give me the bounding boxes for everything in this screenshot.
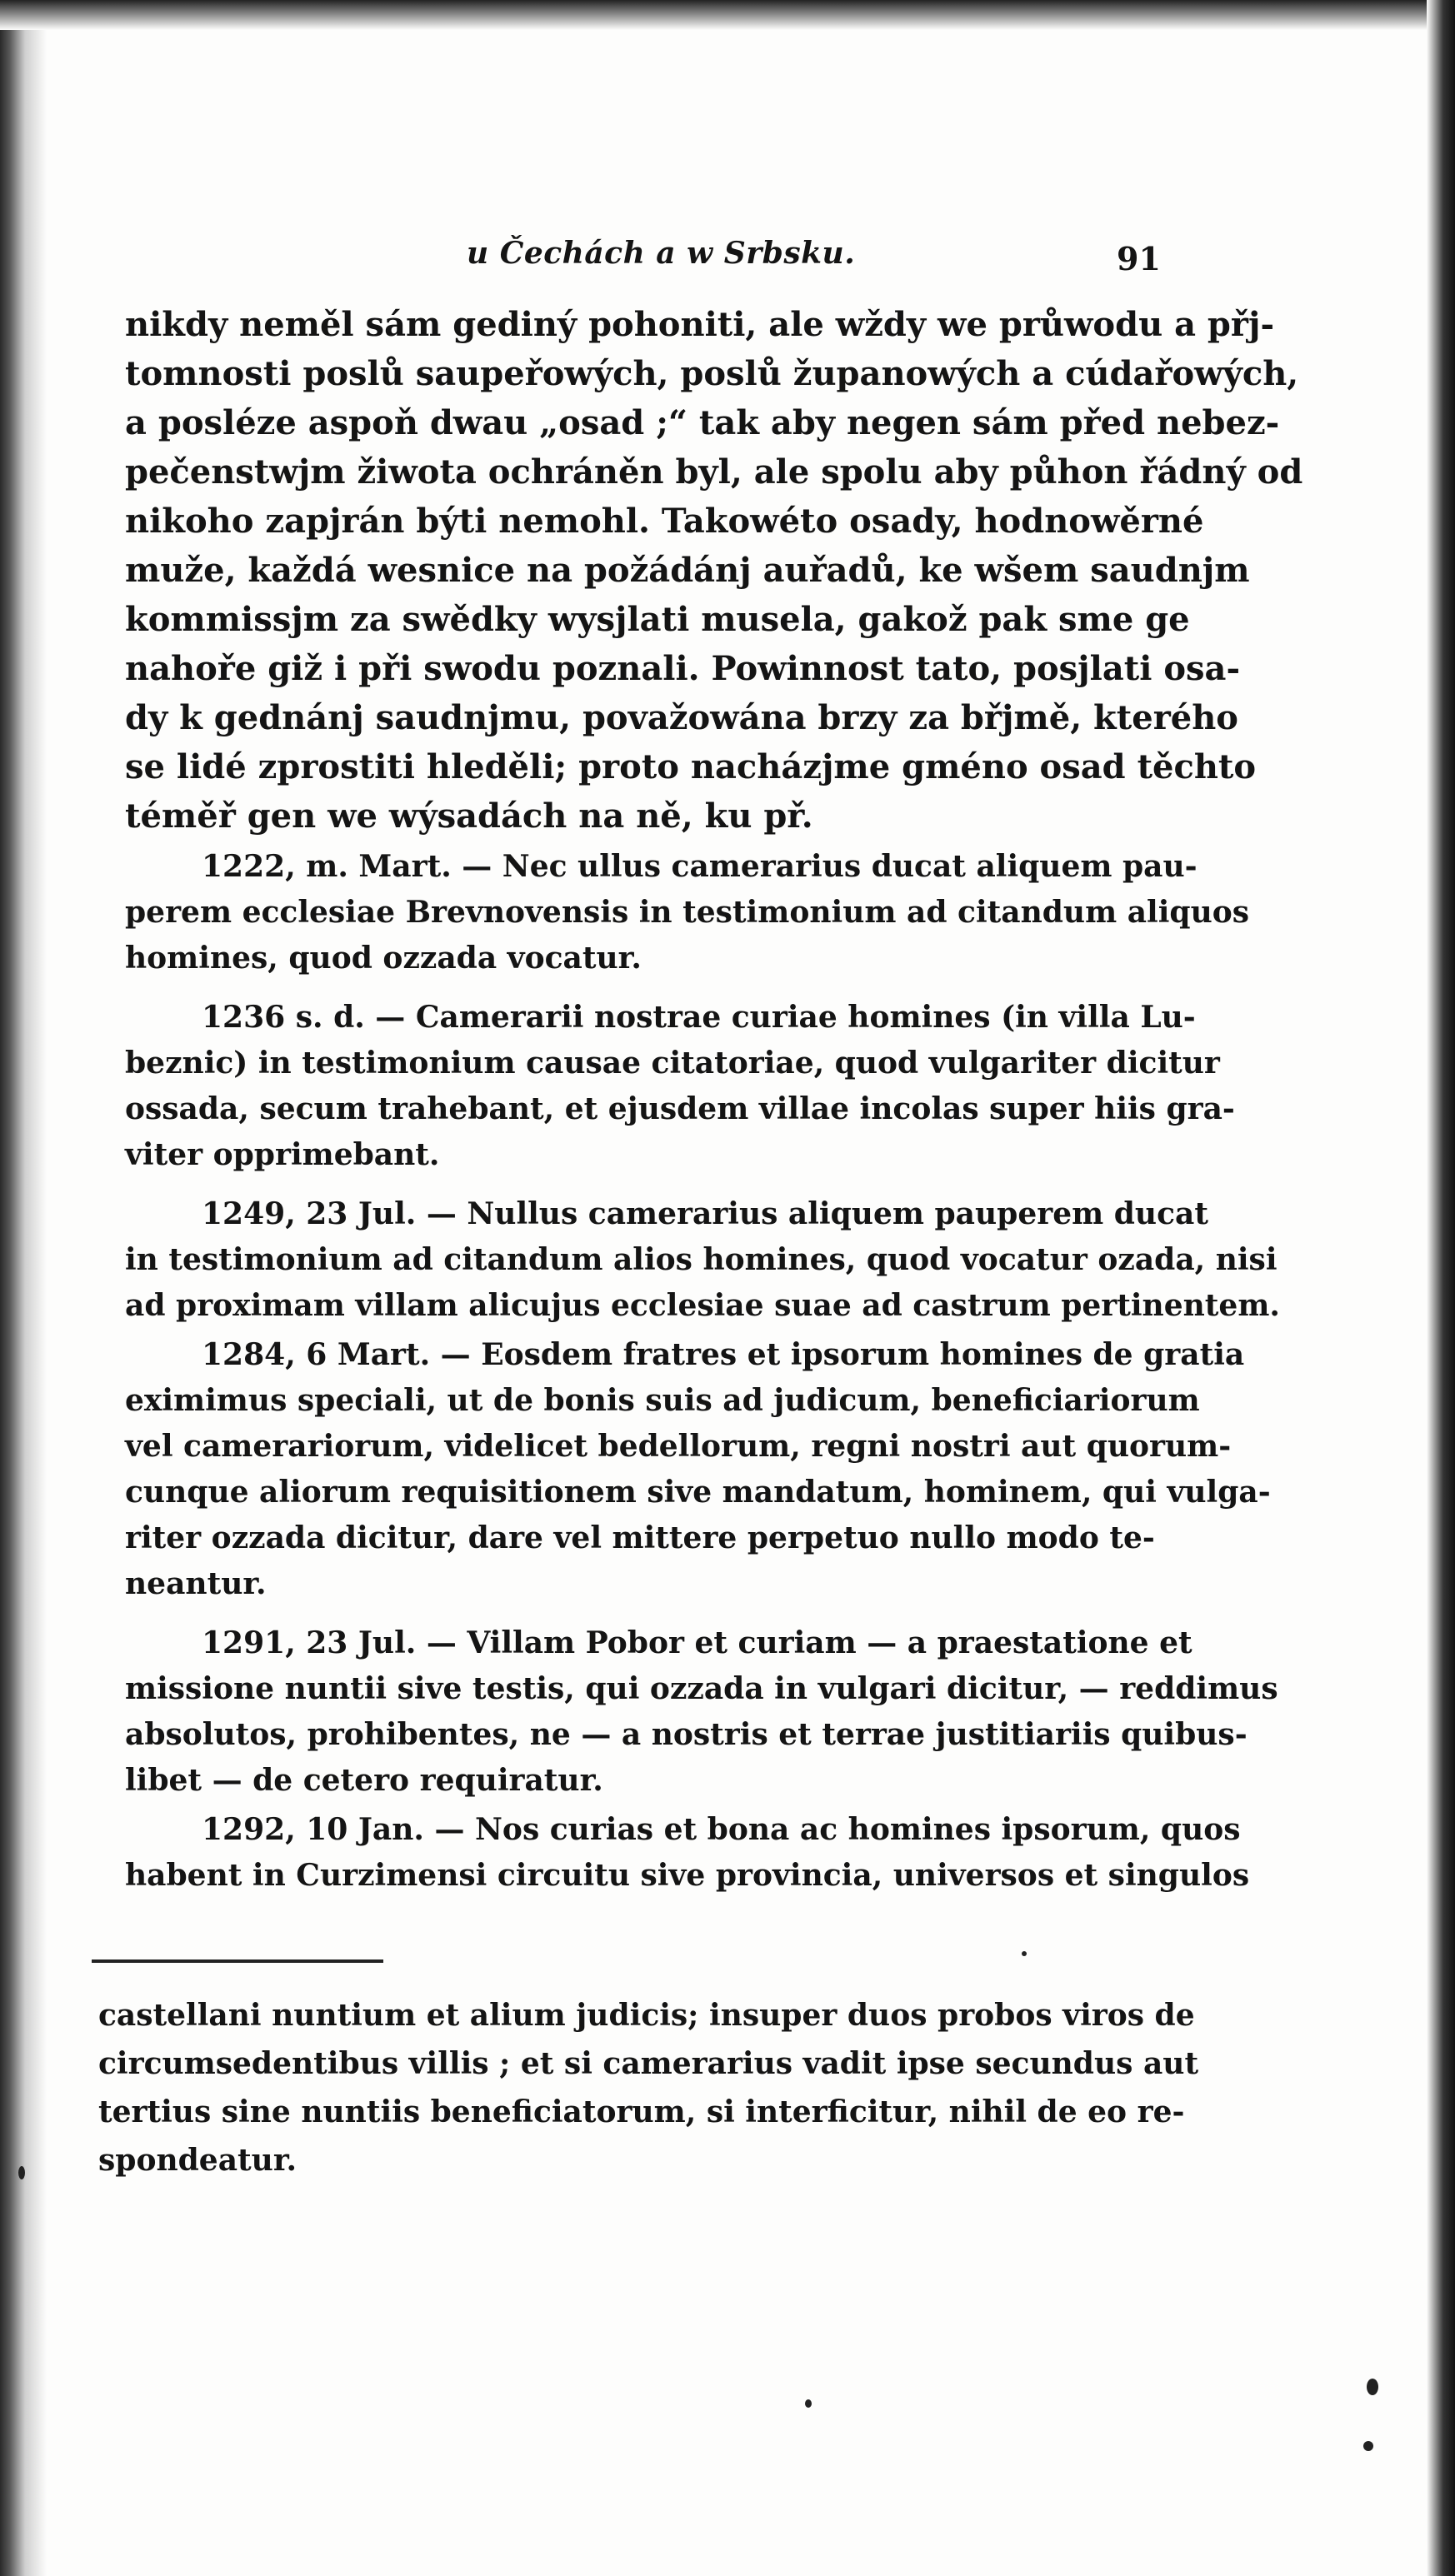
citation-1284 bbox=[125, 1332, 1271, 1607]
citation-1236 bbox=[125, 995, 1235, 1178]
citation-line: missione nuntii sive testis, qui ozzada in vulgari dicitur, — reddimus bbox=[125, 1671, 1278, 1706]
citation-line: 1284, 6 Mart. — Eosdem fratres et ipsorum homines de gratia bbox=[202, 1337, 1245, 1372]
scan-speck bbox=[1022, 1951, 1027, 1956]
text-line: dy k gednánj saudnjmu, považowána brzy za břjmě, kterého bbox=[125, 698, 1238, 737]
citation-line: habent in Curzimensi circuitu sive provincia, universos et singulos bbox=[125, 1858, 1250, 1893]
scan-speck bbox=[1363, 2441, 1373, 2451]
text-line: pečenstwjm žiwota ochráněn byl, ale spolu aby půhon řádný od bbox=[125, 452, 1303, 492]
text-line: a posléze aspoň dwau „osad ;“ tak aby negen sám před nebez- bbox=[125, 403, 1280, 442]
scan-speck bbox=[18, 2166, 25, 2179]
text-line: se lidé zprostiti hleděli; proto nacházjme gméno osad těchto bbox=[125, 747, 1257, 786]
citation-line: ad proximam villam alicujus ecclesiae suae ad castrum pertinentem. bbox=[125, 1288, 1280, 1323]
citation-1249 bbox=[125, 1191, 1280, 1329]
citation-line: 1222, m. Mart. — Nec ullus camerarius ducat aliquem pau- bbox=[202, 849, 1198, 884]
main-text bbox=[125, 300, 1303, 1899]
footnote-separator bbox=[92, 1959, 383, 1963]
scan-speck bbox=[1367, 2379, 1378, 2395]
footnote-line: circumsedentibus villis ; et si camerarius vadit ipse secundus aut bbox=[98, 2046, 1199, 2081]
citation-line: neantur. bbox=[125, 1566, 267, 1601]
citation-line: perem ecclesiae Brevnovensis in testimonium ad citandum aliquos bbox=[125, 895, 1250, 930]
citation-line: riter ozzada dicitur, dare vel mittere perpetuo nullo modo te- bbox=[125, 1520, 1155, 1555]
page-number: 91 bbox=[1117, 240, 1161, 277]
right-scan-edge bbox=[1427, 0, 1455, 2576]
citation-line: 1249, 23 Jul. — Nullus camerarius aliquem pauperem ducat bbox=[202, 1196, 1208, 1231]
citation-1292 bbox=[125, 1807, 1250, 1899]
citation-line: ossada, secum trahebant, et ejusdem villae incolas super hiis gra- bbox=[125, 1091, 1235, 1126]
running-title: u Čechách a w Srbsku. bbox=[467, 236, 856, 271]
text-line: kommissjm za swědky wysjlati musela, gakož pak sme ge bbox=[125, 600, 1190, 639]
citation-line: eximimus speciali, ut de bonis suis ad judicum, beneficiariorum bbox=[125, 1383, 1200, 1418]
citation-line: viter opprimebant. bbox=[125, 1137, 440, 1172]
text-line: nikdy neměl sám gediný pohoniti, ale wždy we průwodu a přj- bbox=[125, 305, 1275, 344]
citation-line: absolutos, prohibentes, ne — a nostris et terrae justitiariis quibus- bbox=[125, 1717, 1248, 1752]
citation-line: beznic) in testimonium causae citatoriae, quod vulgariter dicitur bbox=[125, 1046, 1220, 1081]
text-line: téměř gen we wýsadách na ně, ku př. bbox=[125, 796, 813, 836]
citation-line: in testimonium ad citandum alios homines, quod vocatur ozada, nisi bbox=[125, 1242, 1278, 1277]
text-line: nikoho zapjrán býti nemohl. Takowéto osady, hodnowěrné bbox=[125, 502, 1204, 541]
scan-speck bbox=[805, 2399, 812, 2408]
footnote-line: castellani nuntium et alium judicis; insuper duos probos viros de bbox=[98, 1998, 1195, 2033]
text-line: tomnosti poslů saupeřowých, poslů županowých a cúdařowých, bbox=[125, 354, 1299, 393]
citation-line: cunque aliorum requisitionem sive mandatum, hominem, qui vulga- bbox=[125, 1475, 1271, 1510]
citation-line: 1292, 10 Jan. — Nos curias et bona ac homines ipsorum, quos bbox=[202, 1812, 1241, 1847]
citation-line: libet — de cetero requiratur. bbox=[125, 1763, 603, 1798]
citation-line: 1236 s. d. — Camerarii nostrae curiae homines (in villa Lu- bbox=[202, 1000, 1196, 1035]
paragraph bbox=[125, 300, 1303, 841]
citation-1291 bbox=[125, 1620, 1278, 1804]
citation-line: homines, quod ozzada vocatur. bbox=[125, 941, 642, 976]
citation-line: vel camerariorum, videlicet bedellorum, regni nostri aut quorum- bbox=[125, 1429, 1232, 1464]
citation-line: 1291, 23 Jul. — Villam Pobor et curiam — a praestatione et bbox=[202, 1625, 1192, 1660]
footnote bbox=[98, 1991, 1199, 2184]
footnote-line: spondeatur. bbox=[98, 2143, 298, 2178]
text-line: nahoře giž i při swodu poznali. Powinnost tato, posjlati osa- bbox=[125, 649, 1241, 688]
top-scan-edge bbox=[0, 0, 1455, 30]
footnote-line: tertius sine nuntiis beneficiatorum, si interficitur, nihil de eo re- bbox=[98, 2094, 1185, 2129]
citation-1222 bbox=[125, 844, 1250, 981]
text-line: muže, každá wesnice na požádánj auřadů, ke wšem saudnjm bbox=[125, 551, 1250, 590]
binding-shadow bbox=[0, 0, 47, 2576]
